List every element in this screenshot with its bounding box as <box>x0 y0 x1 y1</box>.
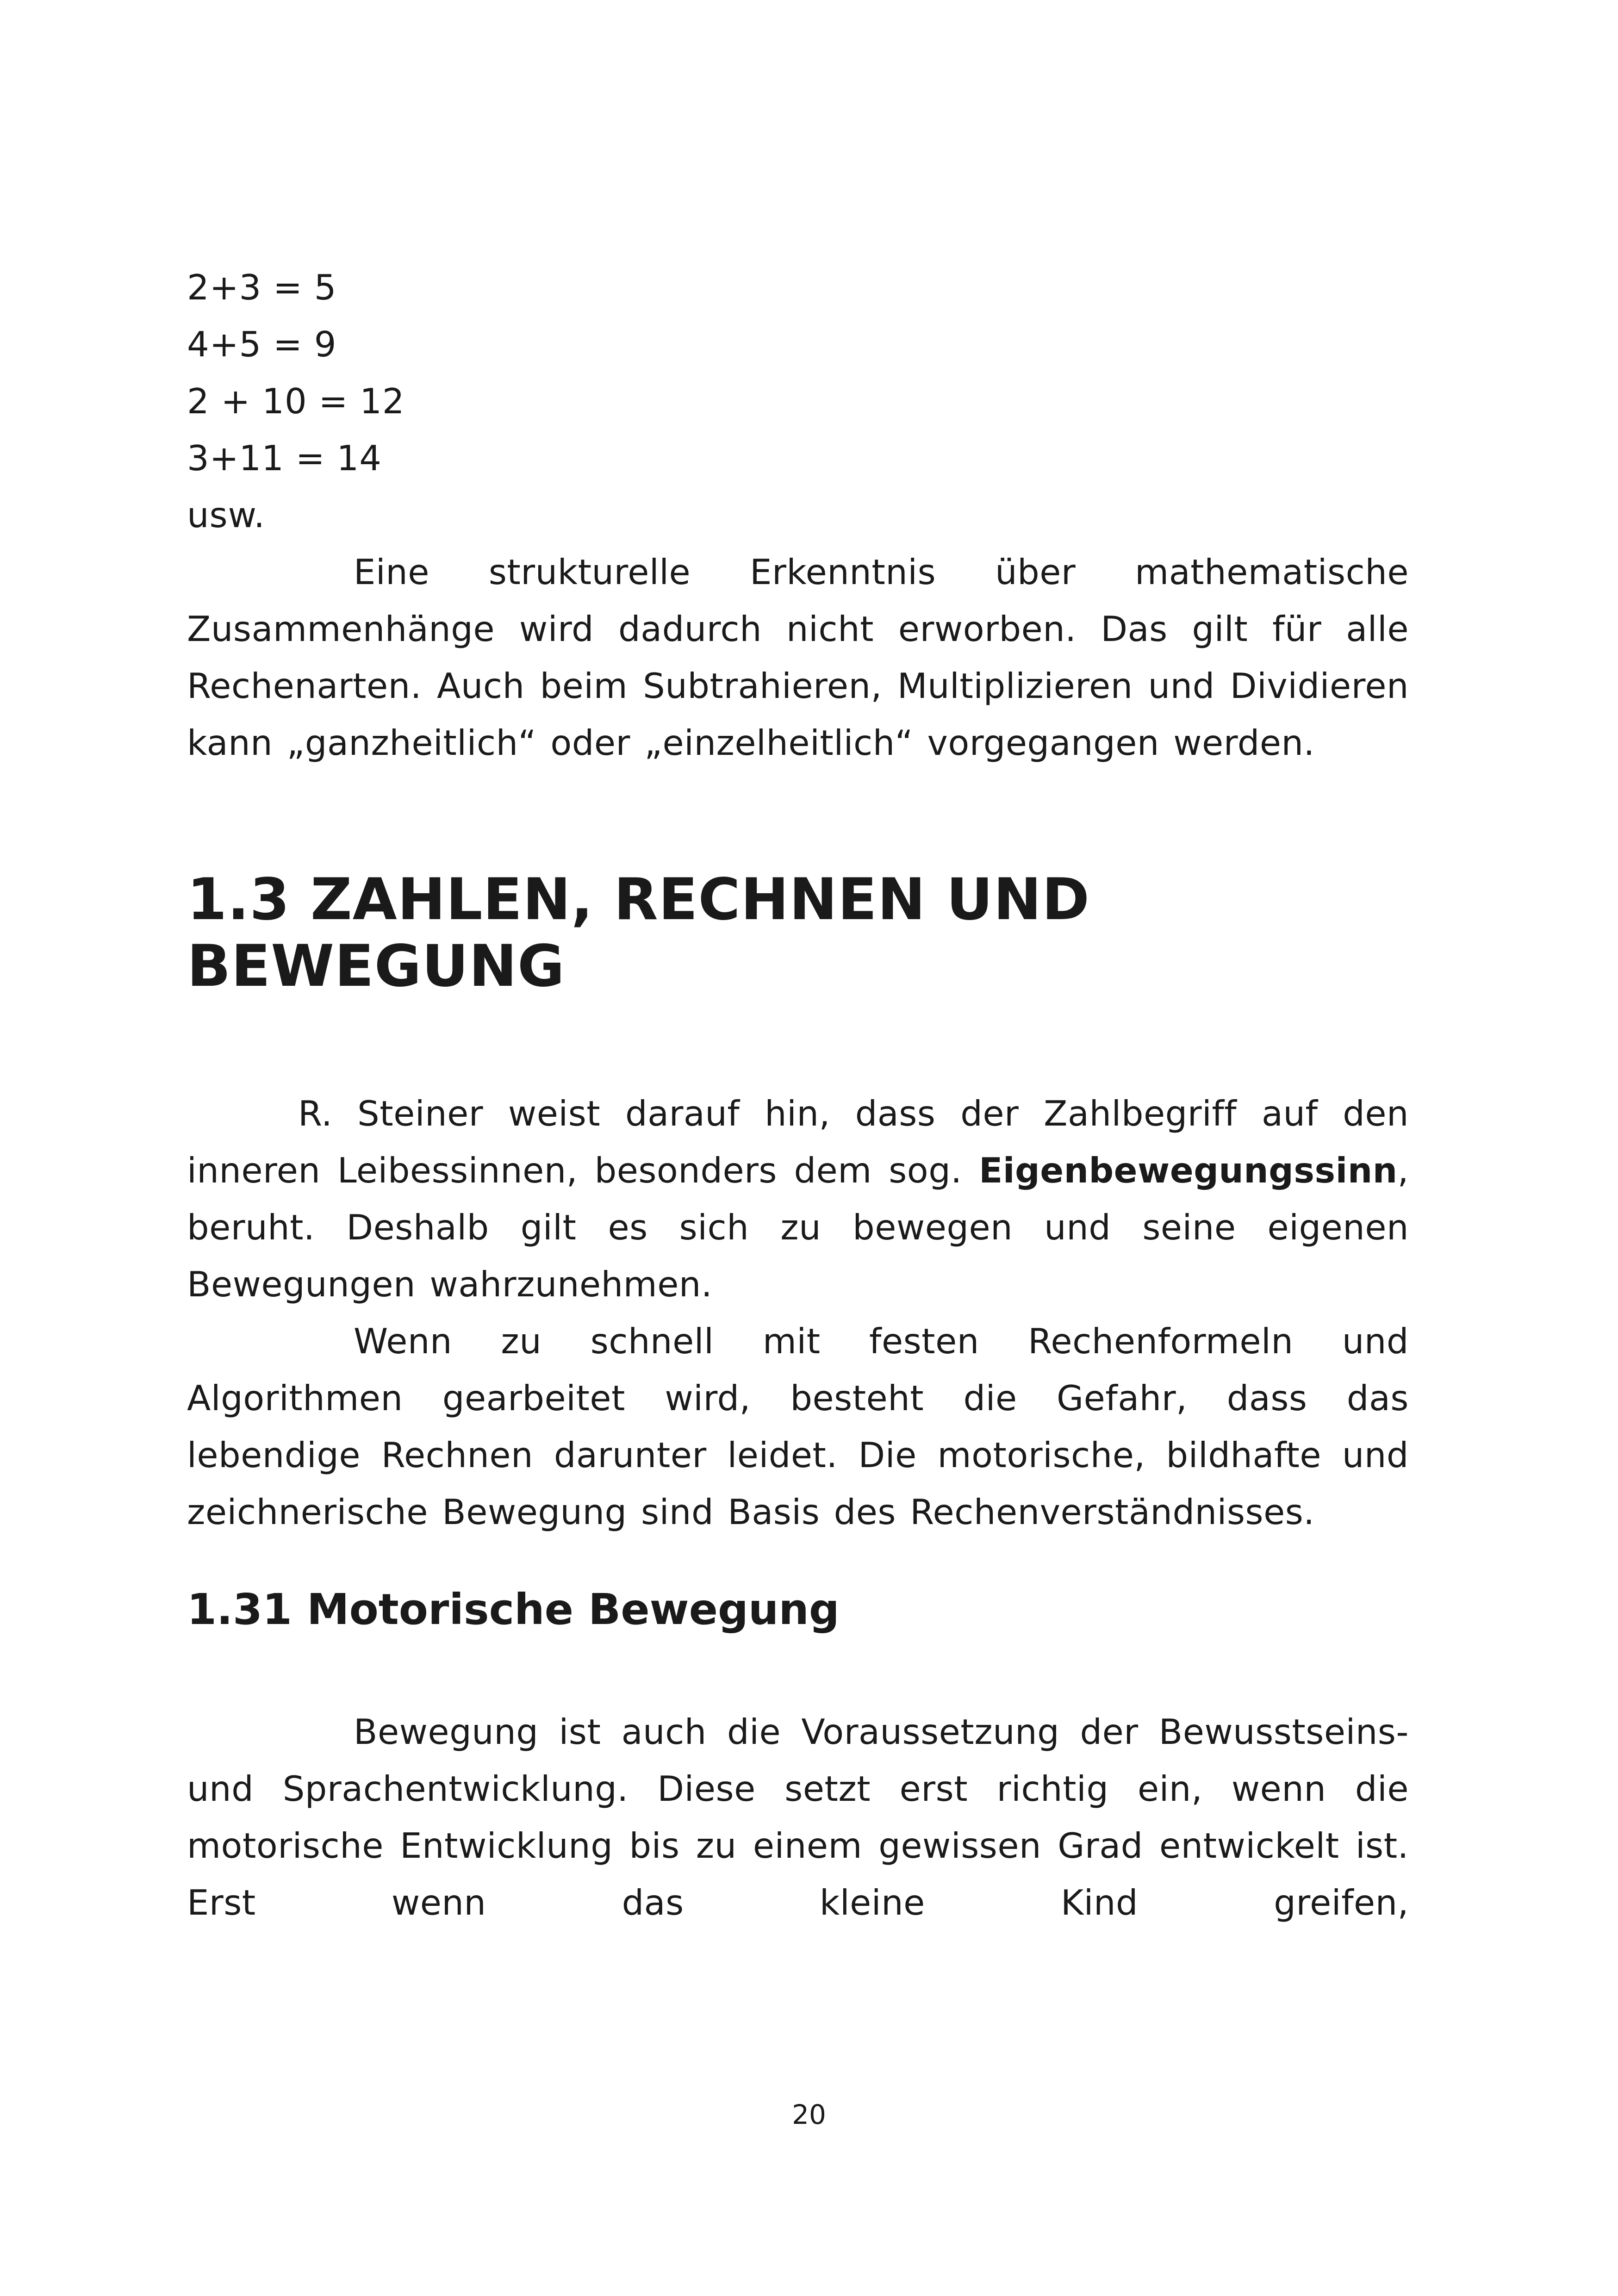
equation-line: usw. <box>187 495 265 535</box>
paragraph-2-text: , beruht. Deshalb gilt es sich zu bewegen und seine eigenen Bewegungen wahrzunehmen. <box>187 1150 1409 1305</box>
equation-line: 3+11 = 14 <box>187 438 382 479</box>
spacer <box>187 1634 1409 1704</box>
spacer <box>187 1000 1409 1085</box>
equation-line: 2 + 10 = 12 <box>187 381 405 422</box>
section-heading: 1.3 ZAHLEN, RECHNEN UND BEWEGUNG <box>187 866 1090 1000</box>
page-number: 20 <box>792 2099 826 2130</box>
equation-list <box>187 259 1409 544</box>
paragraph-3: Wenn zu schnell mit festen Rechenformeln und Algorithmen gearbeitet wird, besteht die Gefahr, dass das lebendige Rechnen darunter leidet. Die motorische, bildhafte und zeichnerische Bewegung sind Basis des Rechenverständnisses. <box>187 1321 1409 1532</box>
subsection-heading: 1.31 Motorische Bewegung <box>187 1585 840 1634</box>
spacer <box>187 772 1409 866</box>
paragraph-2-bold-term: Eigenbewegungssinn <box>979 1150 1398 1191</box>
equation-line: 4+5 = 9 <box>187 324 337 365</box>
page-content <box>187 259 1409 1931</box>
spacer <box>187 1541 1409 1585</box>
equation-line: 2+3 = 5 <box>187 267 337 308</box>
paragraph-4: Bewegung ist auch die Voraussetzung der Bewusstseins- und Sprachentwicklung. Diese setzt erst richtig ein, wenn die motorische Entwicklung bis zu einem gewissen Grad entwickelt ist. Erst wenn das kleine Kind greifen, <box>187 1711 1409 1923</box>
paragraph-1: Eine strukturelle Erkenntnis über mathematische Zusammenhänge wird dadurch nicht erworben. Das gilt für alle Rechenarten. Auch beim Subtrahieren, Multiplizieren und Dividieren kann „ganzheitlich“ oder „einzelheitlich“ vorgegangen werden. <box>187 552 1409 763</box>
paragraph-2-text: R. Steiner weist darauf hin, dass der Zahlbegriff auf den inneren Leibessinnen, besonders dem sog. <box>187 1093 1409 1191</box>
paragraph-2 <box>187 1085 1409 1313</box>
